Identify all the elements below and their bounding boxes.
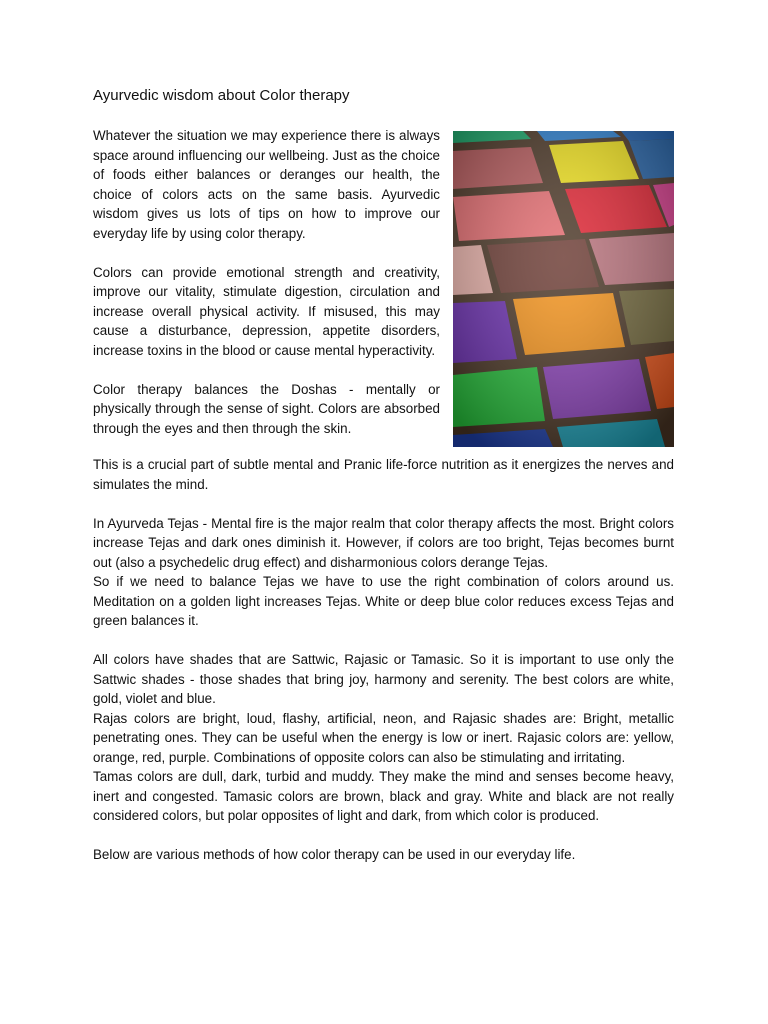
intro-text-column — [93, 126, 440, 438]
paragraph: Tamas colors are dull, dark, turbid and muddy. They make the mind and senses become heavy, inert and congested. Tamasic colors are brown, black and gray. White and black are not really considered colors, but polar opposites of light and dark, from which color is produced. — [93, 769, 674, 823]
paragraph: In Ayurveda Tejas - Mental fire is the major realm that color therapy affects the most. Bright colors increase Tejas and dark ones diminish it. However, if colors are too bright, Tejas becomes burnt out (also a psychedelic drug effect) and disharmonious colors derange Tejas. — [93, 515, 674, 570]
paragraph: So if we need to balance Tejas we have to use the right combination of colors around us. Meditation on a golden light increases Tejas. White or deep blue color reduces excess Tejas and green balances it. — [93, 574, 674, 628]
paragraph: All colors have shades that are Sattwic, Rajasic or Tamasic. So it is important to use only the Sattwic shades - those shades that bring joy, harmony and serenity. The best colors are white, gold, violet and blue. — [93, 652, 674, 706]
paragraph: Color therapy balances the Doshas - mentally or physically through the sense of sight. Colors are absorbed through the eyes and then through the skin. — [93, 381, 440, 436]
color-powders-illustration — [453, 131, 674, 447]
paragraph: Whatever the situation we may experience there is always space around influencing our wellbeing. Just as the choice of foods either balances or deranges our health, the choice of colors acts on the same basis. Ayurvedic wisdom gives us lots of tips on how to improve our everyday life by using color therapy. — [93, 128, 440, 241]
document-title: Ayurvedic wisdom about Color therapy — [93, 87, 350, 104]
paragraph: Colors can provide emotional strength and creativity, improve our vitality, stimulate digestion, circulation and increase overall physical activity. If misused, this may cause a disturbance, depression, appetite disorders, increase toxins in the blood or cause mental hyperactivity. — [93, 264, 440, 358]
body-text — [93, 455, 674, 865]
paragraph: Below are various methods of how color therapy can be used in our everyday life. — [93, 847, 576, 862]
color-powders-photo — [453, 131, 674, 447]
paragraph: This is a crucial part of subtle mental and Pranic life-force nutrition as it energizes the nerves and simulates the mind. — [93, 457, 674, 492]
paragraph: Rajas colors are bright, loud, flashy, artificial, neon, and Rajasic shades are: Bright, metallic penetrating ones. They can be useful when the energy is low or inert. Rajasic colors are: yellow, orange, red, purple. Combinations of opposite colors can also be stimulating and irritating. — [93, 710, 674, 765]
